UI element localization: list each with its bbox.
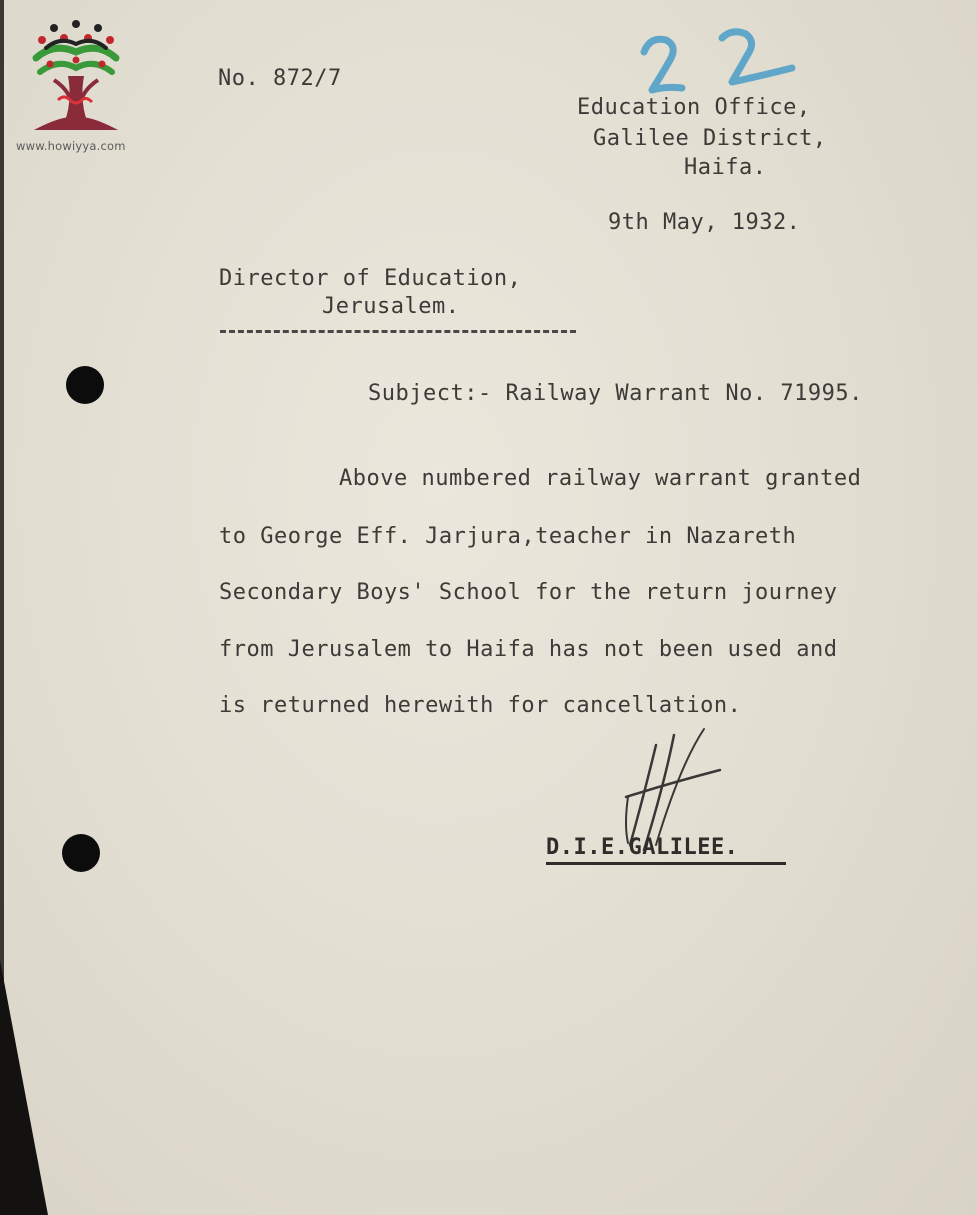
- punch-hole-top: [66, 366, 104, 404]
- signature-block: D.I.E.GALILEE.: [546, 835, 739, 860]
- signature-underline: [546, 862, 786, 865]
- folio-number-handwritten: [630, 24, 810, 104]
- recipient-line-1: Director of Education,: [219, 266, 522, 291]
- sender-line-2: Galilee District,: [593, 126, 827, 151]
- subject-line: Subject:- Railway Warrant No. 71995.: [368, 381, 863, 406]
- punch-hole-bottom: [62, 834, 100, 872]
- letter-date: 9th May, 1932.: [608, 210, 801, 235]
- sender-line-1: Education Office,: [577, 95, 811, 120]
- body-line-1: Above numbered railway warrant granted: [339, 466, 862, 491]
- logo-site-text: www.howiyya.com: [16, 139, 126, 153]
- body-line-2: to George Eff. Jarjura,teacher in Nazareth: [219, 524, 797, 549]
- body-line-5: is returned herewith for cancellation.: [219, 693, 742, 718]
- family-tree-logo-icon: [14, 18, 138, 158]
- body-line-3: Secondary Boys' School for the return journey: [219, 580, 838, 605]
- recipient-divider: [220, 330, 576, 333]
- scan-shadow-corner: [0, 960, 48, 1215]
- reference-number: No. 872/7: [218, 66, 342, 91]
- sender-line-3: Haifa.: [684, 155, 767, 180]
- body-line-4: from Jerusalem to Haifa has not been used and: [219, 637, 838, 662]
- recipient-line-2: Jerusalem.: [322, 294, 460, 319]
